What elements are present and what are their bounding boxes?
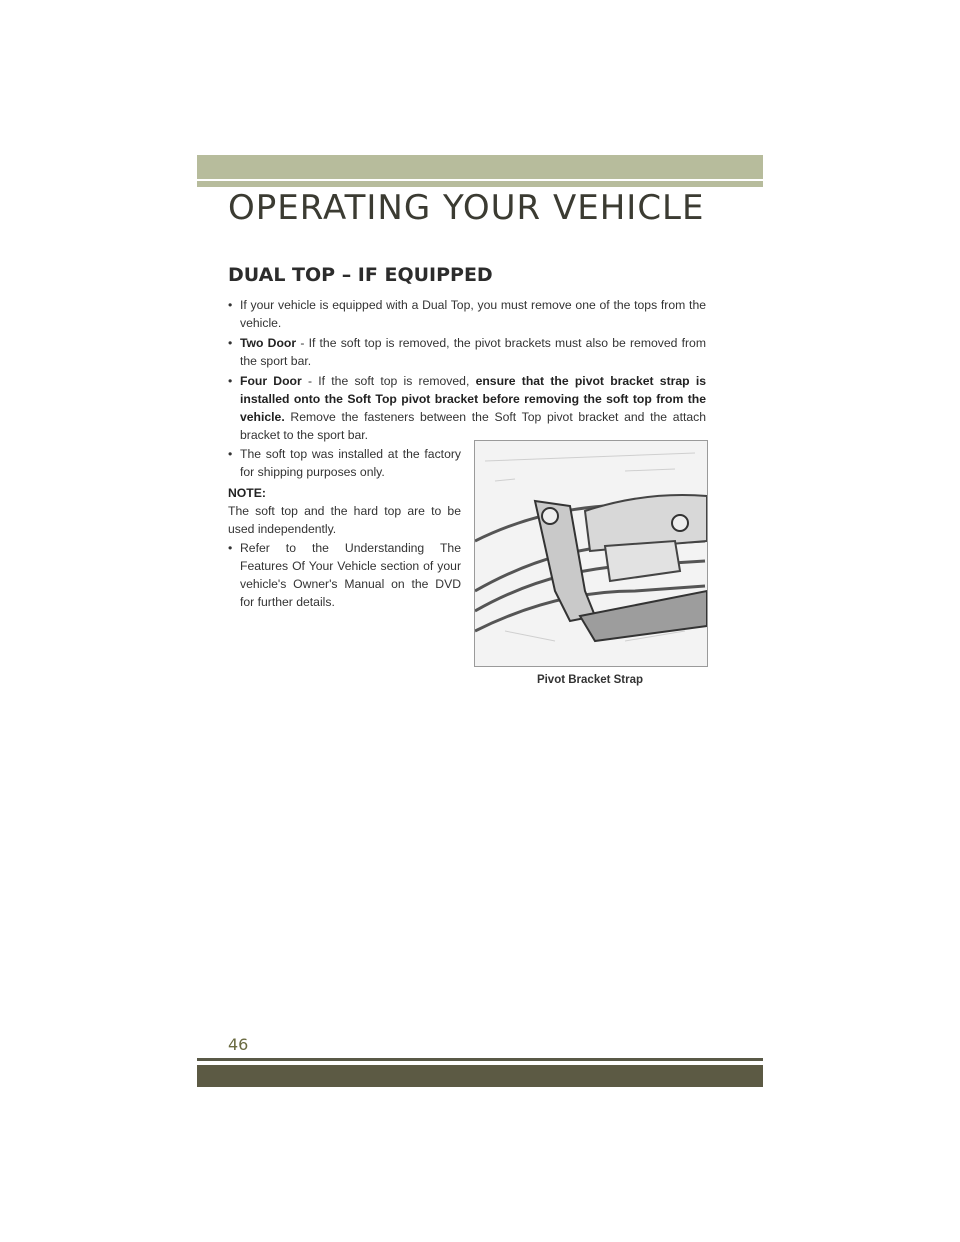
pivot-bracket-illustration xyxy=(474,440,708,667)
footer-band xyxy=(197,1065,763,1087)
bullet-two-door: • Two Door - If the soft top is removed, the pivot brackets must also be removed from the sport bar. xyxy=(228,336,706,368)
header-band-line xyxy=(197,181,763,187)
page-number: 46 xyxy=(228,1035,249,1054)
bullet-refer-manual: • Refer to the Understanding The Features Of Your Vehicle section of your vehicle's Owner's Manual on the DVD for further details. xyxy=(228,541,461,609)
footer-band-line xyxy=(197,1058,763,1061)
two-door-label: Two Door xyxy=(240,336,297,350)
header-band xyxy=(197,155,763,179)
four-door-warning: ensure that the pivot bracket strap is installed onto the Soft Top pivot bracket before removing the soft top from the vehicle. xyxy=(240,374,706,424)
bullet-dual-top: • If your vehicle is equipped with a Dual Top, you must remove one of the tops from the vehicle. xyxy=(228,298,706,330)
page-heading: DUAL TOP – IF EQUIPPED xyxy=(228,264,493,286)
section-title: OPERATING YOUR VEHICLE xyxy=(228,188,705,228)
bracket-drawing xyxy=(475,441,707,666)
figure-caption: Pivot Bracket Strap xyxy=(536,674,644,686)
note-block xyxy=(228,484,461,538)
note-text: The soft top and the hard top are to be used independently. xyxy=(228,504,461,536)
note-label: NOTE: xyxy=(228,486,266,500)
bullet-four-door: • Four Door - If the soft top is removed, ensure that the pivot bracket strap is installed onto the Soft Top pivot bracket before removing the soft top from the vehicle. Remove the fasteners between the Soft Top pivot bracket and the attach bracket to the sport bar. xyxy=(228,374,706,442)
four-door-label: Four Door xyxy=(240,374,302,388)
bullet-soft-top-factory: • The soft top was installed at the factory for shipping purposes only. xyxy=(228,447,461,479)
